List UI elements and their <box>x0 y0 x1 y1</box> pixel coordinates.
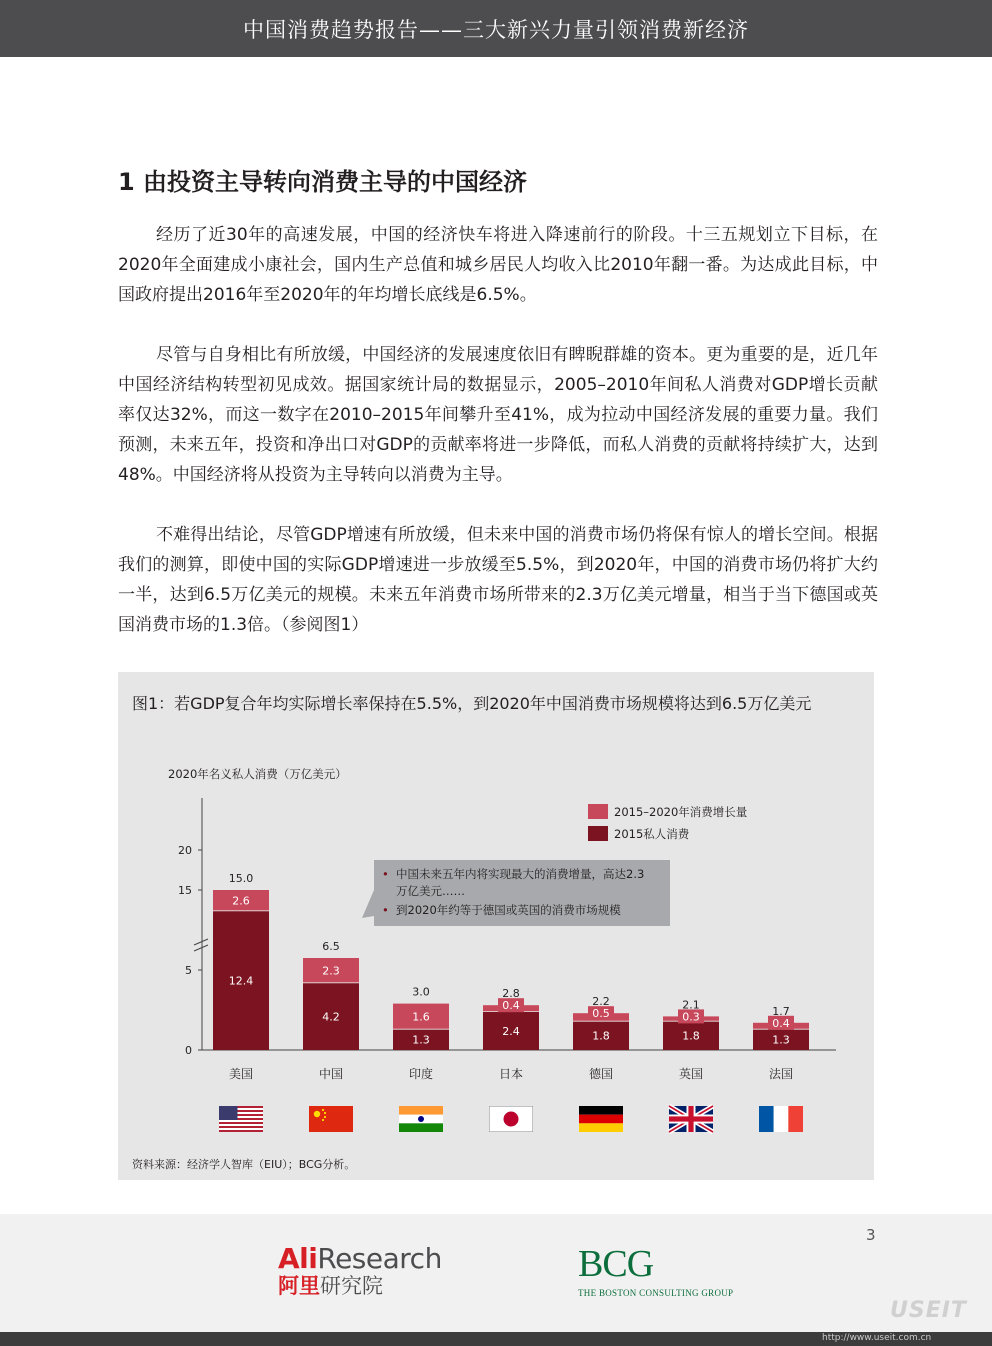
report-title: 中国消费趋势报告——三大新兴力量引领消费新经济 <box>243 17 749 42</box>
consumption-bar-chart <box>118 672 874 1152</box>
flag-part <box>489 1106 490 1132</box>
watermark-url: http://www.useit.com.cn <box>822 1333 932 1343</box>
jp-flag-icon <box>489 1106 533 1132</box>
base-value-label: 1.3 <box>772 1033 790 1047</box>
flag-part <box>504 1112 519 1127</box>
total-value-label: 6.5 <box>322 940 340 953</box>
bcg-logo <box>578 1244 733 1298</box>
category-label: 法国 <box>768 1067 794 1081</box>
y-axis-title: 2020年名义私人消费（万亿美元） <box>168 767 347 781</box>
useit-watermark: USEIT <box>890 1298 967 1323</box>
ali-logo-part1: Ali <box>278 1242 318 1275</box>
callout-pointer <box>362 890 374 918</box>
cn-flag-icon <box>309 1106 353 1132</box>
flag-part <box>489 1131 533 1132</box>
growth-value-label: 2.6 <box>232 894 250 908</box>
flag-part <box>399 1123 443 1132</box>
category-label: 印度 <box>408 1067 434 1081</box>
category-label: 中国 <box>318 1067 344 1081</box>
base-value-label: 1.8 <box>592 1029 610 1043</box>
growth-value-label: 1.6 <box>412 1010 430 1024</box>
flag-part <box>322 1109 324 1111</box>
gb-flag-icon <box>669 1106 713 1132</box>
flag-part <box>219 1122 263 1124</box>
axis-break-mark <box>194 939 208 945</box>
growth-value-label: 0.4 <box>502 999 520 1013</box>
total-value-label: 2.2 <box>592 995 610 1009</box>
base-value-label: 4.2 <box>322 1010 340 1024</box>
flag-part <box>579 1123 623 1132</box>
growth-value-label: 0.3 <box>682 1010 700 1024</box>
flag-part <box>489 1106 533 1107</box>
figure-source: 资料来源：经济学人智库（EIU）；BCG分析。 <box>132 1158 356 1171</box>
flag-part <box>532 1106 533 1132</box>
us-flag-icon <box>219 1106 263 1132</box>
total-value-label: 2.1 <box>682 998 700 1012</box>
flag-part <box>219 1130 263 1132</box>
aliresearch-logo <box>278 1244 442 1298</box>
report-header-bar <box>0 0 992 57</box>
ali-logo-part3: 阿里 <box>278 1274 320 1298</box>
base-value-label: 12.4 <box>228 974 254 988</box>
flag-part <box>314 1111 320 1117</box>
y-tick-label: 0 <box>185 1044 192 1057</box>
legend-label-base: 2015私人消费 <box>614 827 690 841</box>
base-value-label: 1.3 <box>412 1033 430 1047</box>
flag-part <box>669 1116 713 1121</box>
growth-value-label: 0.5 <box>592 1007 610 1021</box>
figure-1 <box>118 672 874 1180</box>
paragraph-1: 经历了近30年的高速发展，中国的经济快车将进入降速前行的阶段。十三五规划立下目标，在2020年全面建成小康社会，国内生产总值和城乡居民人均收入比2010年翻一番。为达成此目标，中国政府提出2016年至2020年的年均增长底线是6.5%。 <box>118 225 878 305</box>
flag-part <box>324 1116 326 1118</box>
paragraph-2: 尽管与自身相比有所放缓，中国经济的发展速度依旧有睥睨群雄的资本。更为重要的是，近几年中国经济结构转型初见成效。据国家统计局的数据显示，2005–2010年间私人消费对GDP增长贡献率仅达32%，而这一数字在2010–2015年间攀升至41%，成为拉动中国经济发展的重要力量。我们预测，未来五年，投资和净出口对GDP的贡献率将进一步降低，而私人消费的贡献将持续扩大，达到48%。中国经济将从投资为主导转向以消费为主导。 <box>118 345 878 485</box>
base-value-label: 1.8 <box>682 1029 700 1043</box>
flag-part <box>774 1106 789 1132</box>
axis-break-mark <box>194 945 208 951</box>
flag-part <box>219 1126 263 1128</box>
y-tick-label: 20 <box>178 844 192 857</box>
ali-logo-part4: 研究院 <box>320 1274 383 1298</box>
flag-part <box>788 1106 803 1132</box>
flag-part <box>324 1112 326 1114</box>
callout-bullet: • <box>382 903 389 917</box>
flag-part <box>399 1106 443 1115</box>
figure-caption: 图1：若GDP复合年均实际增长率保持在5.5%，到2020年中国消费市场规模将达到6.5万亿美元 <box>132 694 812 713</box>
growth-value-label: 0.4 <box>772 1016 790 1030</box>
in-flag-icon <box>399 1106 443 1132</box>
ali-logo-part2: Research <box>317 1242 442 1275</box>
total-value-label: 2.8 <box>502 987 520 1001</box>
flag-part <box>759 1106 774 1132</box>
de-flag-icon <box>579 1106 623 1132</box>
callout-bullet: • <box>382 867 389 881</box>
flag-part <box>579 1115 623 1124</box>
category-label: 德国 <box>588 1067 614 1081</box>
y-tick-label: 5 <box>185 964 192 977</box>
flag-part <box>418 1116 424 1122</box>
total-value-label: 15.0 <box>228 872 254 885</box>
callout-item-1-line2: 万亿美元…… <box>396 884 465 898</box>
page-number: 3 <box>866 1226 876 1244</box>
legend-swatch-base <box>588 826 608 841</box>
footer-band <box>0 1214 992 1332</box>
legend-label-growth: 2015–2020年消费增长量 <box>614 805 748 819</box>
bcg-logo-mark: BCG <box>578 1243 654 1285</box>
y-tick-label: 15 <box>178 884 192 897</box>
section-title: 1 由投资主导转向消费主导的中国经济 <box>118 168 528 196</box>
category-label: 英国 <box>678 1067 704 1081</box>
base-value-label: 2.4 <box>502 1024 520 1038</box>
total-value-label: 3.0 <box>412 985 430 999</box>
callout-item-2: 到2020年约等于德国或英国的消费市场规模 <box>396 903 621 917</box>
fr-flag-icon <box>759 1106 803 1132</box>
growth-value-label: 2.3 <box>322 964 340 978</box>
flag-part <box>219 1106 237 1120</box>
paragraph-3: 不难得出结论，尽管GDP增速有所放缓，但未来中国的消费市场仍将保有惊人的增长空间。根据我们的测算，即使中国的实际GDP增速进一步放缓至5.5%，到2020年，中国的消费市场仍将扩大约一半，达到6.5万亿美元的规模。未来五年消费市场所带来的2.3万亿美元增量，相当于当下德国或英国消费市场的1.3倍。（参阅图1） <box>118 525 878 635</box>
callout-item-1-line1: 中国未来五年内将实现最大的消费增量，高达2.3 <box>396 867 645 881</box>
flag-part <box>579 1106 623 1115</box>
bcg-logo-subtitle: THE BOSTON CONSULTING GROUP <box>578 1288 734 1298</box>
legend-swatch-growth <box>588 804 608 819</box>
category-label: 美国 <box>228 1067 254 1081</box>
category-label: 日本 <box>498 1067 524 1081</box>
flag-part <box>309 1106 353 1132</box>
flag-part <box>322 1119 324 1121</box>
total-value-label: 1.7 <box>772 1004 790 1018</box>
